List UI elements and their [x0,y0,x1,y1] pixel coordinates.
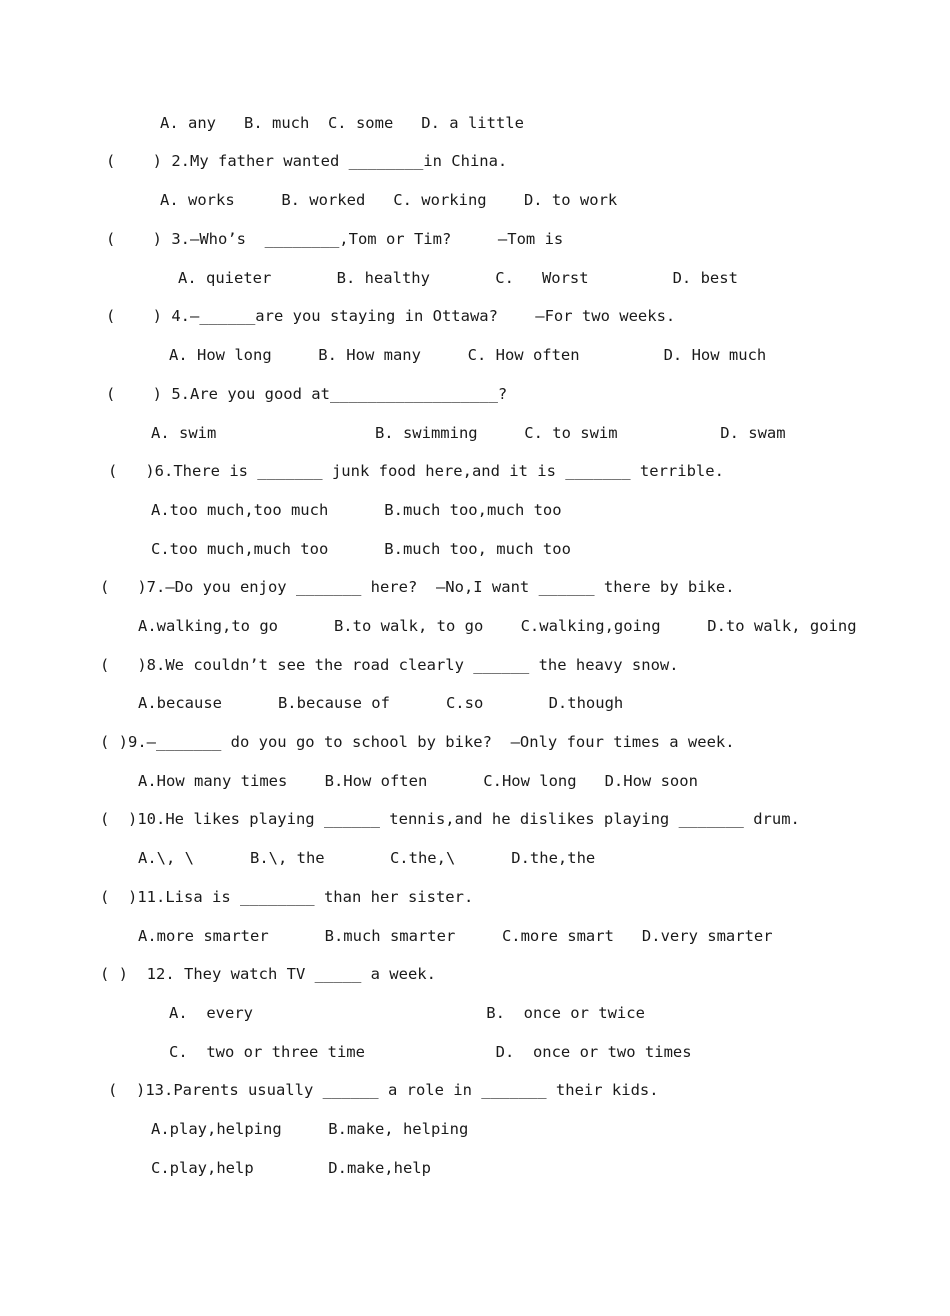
question-12: ( ) 12. They watch TV _____ a week. [100,965,436,983]
q5-options: A. swim B. swimming C. to swim D. swam [151,424,786,442]
question-3: ( ) 3.—Who’s ________,Tom or Tim? —Tom is [106,230,564,248]
q4-options: A. How long B. How many C. How often D. How much [169,346,767,364]
q12-options-row-1: A. every B. once or twice [169,1004,645,1022]
q2-options: A. works B. worked C. working D. to work [160,191,618,209]
q6-options-row-1: A.too much,too much B.much too,much too [151,501,562,519]
question-8: ( )8.We couldn’t see the road clearly ______ the heavy snow. [100,656,679,674]
q6-options-row-2: C.too much,much too B.much too, much too [151,540,571,558]
q10-options: A.\, \ B.\, the C.the,\ D.the,the [138,849,596,867]
q7-options: A.walking,to go B.to walk, to go C.walking,going D.to walk, going [138,617,857,635]
question-9: ( )9.—_______ do you go to school by bike? —Only four times a week. [100,733,735,751]
question-5: ( ) 5.Are you good at__________________? [106,385,508,403]
question-4: ( ) 4.—______are you staying in Ottawa? —For two weeks. [106,307,676,325]
q9-options: A.How many times B.How often C.How long D.How soon [138,772,698,790]
q3-options: A. quieter B. healthy C. Worst D. best [178,269,738,287]
question-10: ( )10.He likes playing ______ tennis,and he dislikes playing _______ drum. [100,810,800,828]
q12-options-row-2: C. two or three time D. once or two times [169,1043,692,1061]
question-7: ( )7.—Do you enjoy _______ here? —No,I want ______ there by bike. [100,578,735,596]
q11-options: A.more smarter B.much smarter C.more smart D.very smarter [138,927,773,945]
question-2: ( ) 2.My father wanted ________in China. [106,152,508,170]
q13-options-row-1: A.play,helping B.make, helping [151,1120,469,1138]
q13-options-row-2: C.play,help D.make,help [151,1159,431,1177]
question-6: ( )6.There is _______ junk food here,and it is _______ terrible. [108,462,724,480]
q8-options: A.because B.because of C.so D.though [138,694,624,712]
question-13: ( )13.Parents usually ______ a role in _______ their kids. [108,1081,659,1099]
question-11: ( )11.Lisa is ________ than her sister. [100,888,474,906]
q1-options: A. any B. much C. some D. a little [160,114,524,132]
